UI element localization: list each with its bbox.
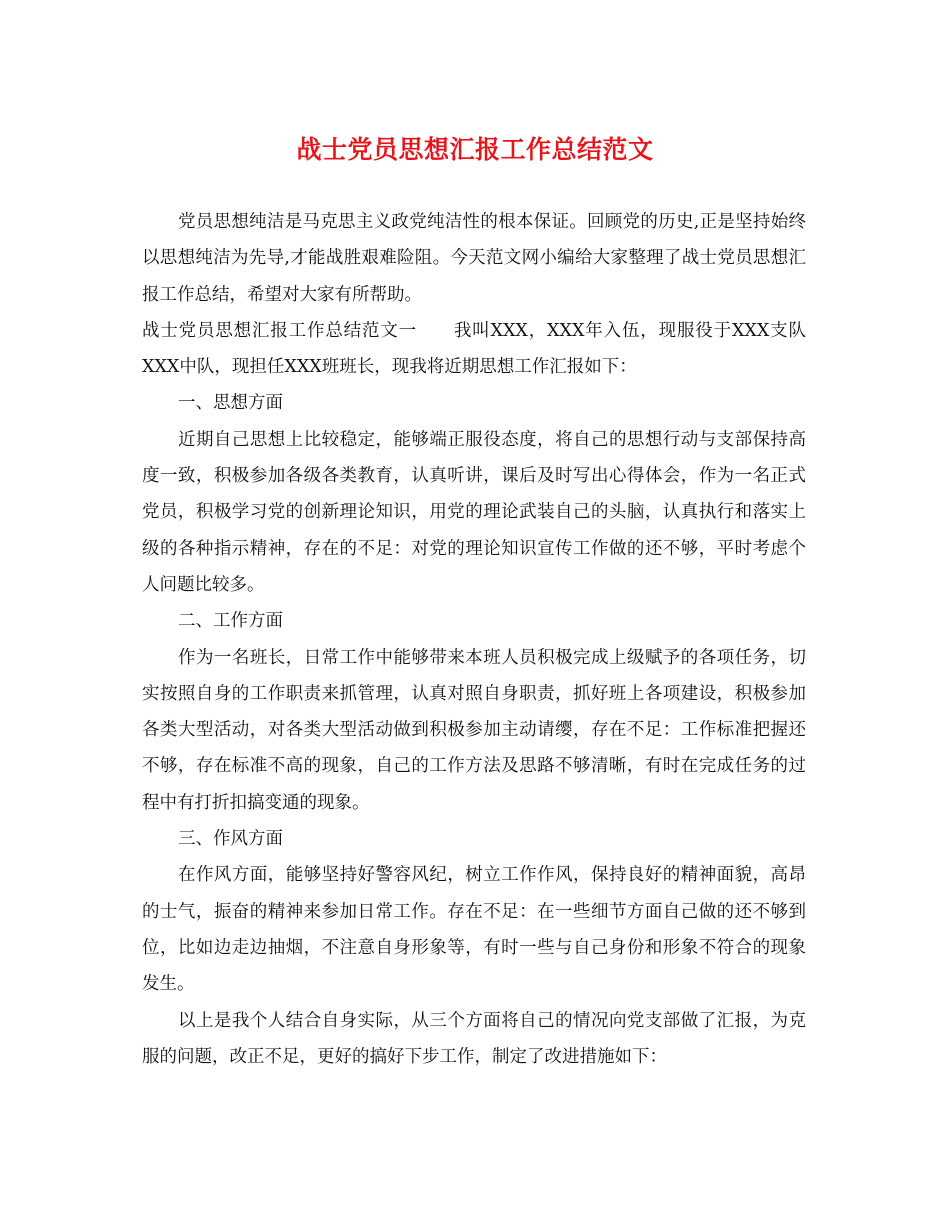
document-title: 战士党员思想汇报工作总结范文: [296, 135, 654, 164]
section-text-work: 作为一名班长，日常工作中能够带来本班人员积极完成上级赋予的各项任务，切实按照自身的工作职责来抓管理，认真对照自身职责，抓好班上各项建设，积极参加各类大型活动，对各类大型活动做到积极参加主动请缨，存在不足：工作标准把握还不够，存在标准不高的现象，自己的工作方法及思路不够清晰，有时在完成任务的过程中有打折扣搞变通的现象。: [142, 647, 806, 813]
section-heading-thought: 一、思想方面: [178, 393, 283, 414]
closing-paragraph: 以上是我个人结合自身实际，从三个方面将自己的情况向党支部做了汇报，为克服的问题，改正不足，更好的搞好下步工作，制定了改进措施如下：: [142, 1010, 806, 1067]
subtitle-text: 战士党员思想汇报工作总结范文一: [142, 320, 418, 341]
section-heading-work: 二、工作方面: [178, 611, 283, 632]
subtitle-paragraph: [142, 313, 806, 386]
section-heading-style: 三、作风方面: [178, 829, 283, 850]
opening-text: 我叫XXX，XXX年入伍，现服役于XXX支队XXX中队，现担任XXX班班长，现我将近期思想工作汇报如下：: [142, 320, 806, 378]
section-text-thought: 近期自己思想上比较稳定，能够端正服役态度，将自己的思想行动与支部保持高度一致，积极参加各级各类教育，认真听讲，课后及时写出心得体会，作为一名正式党员，积极学习党的创新理论知识，用党的理论武装自己的头脑，认真执行和落实上级的各种指示精神，存在的不足：对党的理论知识宣传工作做的还不够，平时考虑个人问题比较多。: [142, 429, 806, 595]
section-text-style: 在作风方面，能够坚持好警容风纪，树立工作作风，保持良好的精神面貌，高昂的士气，振奋的精神来参加日常工作。存在不足：在一些细节方面自己做的还不够到位，比如边走边抽烟，不注意自身形象等，有时一些与自己身份和形象不符合的现象发生。: [142, 865, 806, 995]
document-body: [142, 204, 806, 1075]
intro-paragraph: 党员思想纯洁是马克思主义政党纯洁性的根本保证。回顾党的历史,正是坚持始终以思想纯洁为先导,才能战胜艰难险阻。今天范文网小编给大家整理了战士党员思想汇报工作总结，希望对大家有所帮助。: [142, 212, 806, 305]
